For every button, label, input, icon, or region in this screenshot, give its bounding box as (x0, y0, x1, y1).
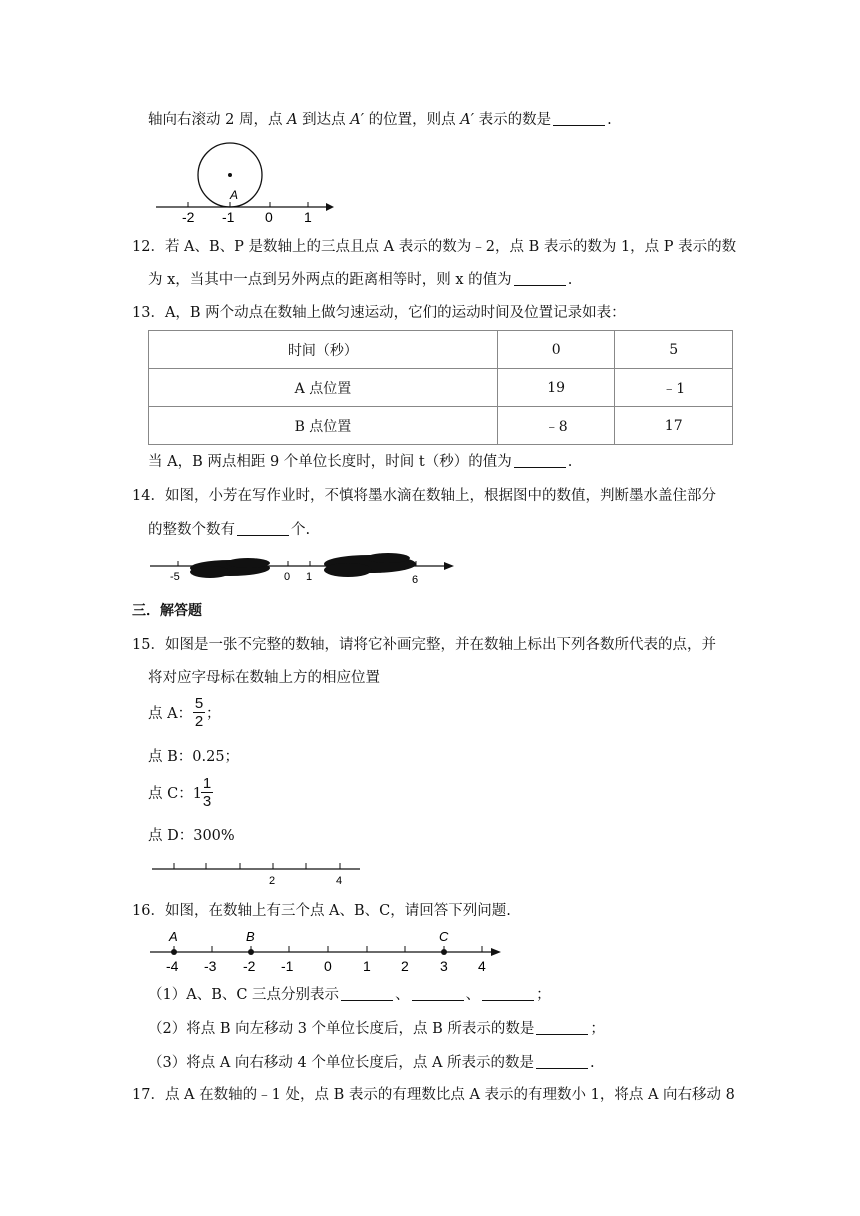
q16-sep: 、 (395, 987, 410, 1003)
point-a-dot (171, 949, 177, 955)
q15-line1: 15．如图是一张不完整的数轴，请将它补画完整，并在数轴上标出下列各数所代表的点，并 (132, 637, 716, 653)
fraction-numerator: 5 (194, 695, 204, 712)
table-cell: A 点位置 (149, 369, 498, 407)
circle-center-dot (228, 173, 232, 177)
fraction-numerator: 1 (202, 775, 212, 792)
q16-axis-arrow (491, 948, 501, 956)
q16-tick-label: 3 (440, 958, 448, 974)
q16-tick-label: 0 (324, 958, 332, 974)
q16-answer-blank-2[interactable] (536, 1020, 588, 1035)
q11-var-a: A (287, 112, 298, 128)
table-cell: ﹣8 (497, 407, 615, 445)
table-row (149, 331, 733, 369)
table-cell: 0 (497, 331, 615, 369)
q11-tick-label: 0 (265, 209, 273, 225)
q12-line1: 12．若 A、B、P 是数轴上的三点且点 A 表示的数为﹣2，点 B 表示的数为 1，点 P 表示的数 (132, 239, 737, 255)
q12-end: . (567, 272, 573, 288)
q15-pc-label: 点 C：1 (148, 786, 202, 802)
q13-table (148, 330, 733, 445)
q16-sub1 (148, 985, 551, 1005)
q14-end: 个. (291, 522, 311, 538)
q12-answer-blank[interactable] (514, 271, 566, 286)
q16-sub2 (148, 1019, 605, 1039)
q11-text-b: 到达点 (297, 112, 351, 128)
ink-blot-left (190, 566, 230, 578)
q11-var-a1-2: A′ (460, 112, 475, 128)
q16-s1-end: ； (536, 987, 551, 1003)
q11-end: . (607, 112, 612, 128)
q14-axis-arrow (444, 562, 454, 570)
q15-line2: 将对应字母标在数轴上方的相应位置 (148, 670, 380, 686)
q15-pa-label: 点 A： (148, 706, 193, 722)
q11-axis-arrow (326, 203, 334, 211)
q11-point-label: A (230, 188, 239, 202)
q11-answer-blank[interactable] (553, 111, 605, 126)
q17-line1: 17．点 A 在数轴的﹣1 处，点 B 表示的有理数比点 A 表示的有理数小 1，将点 A 向右移动 8 (132, 1087, 735, 1103)
ink-blot-right (324, 563, 372, 577)
q11-text-a: 轴向右滚动 2 周，点 (148, 112, 288, 128)
table-cell: 19 (497, 369, 615, 407)
q16-tick-label: 2 (401, 958, 409, 974)
q12-line2 (148, 270, 572, 290)
ink-blot-left (226, 558, 270, 568)
q11-figure (148, 142, 348, 225)
q16-figure (148, 926, 508, 976)
q16-s2-end: ； (590, 1021, 605, 1037)
ink-blot-right (366, 553, 410, 563)
q15-pa-end: ； (206, 706, 221, 722)
q13-end: . (567, 454, 573, 470)
q14-figure (148, 548, 468, 588)
q16-answer-blank-c[interactable] (482, 986, 534, 1001)
q16-s2-text: （2）将点 B 向左移动 3 个单位长度后，点 B 所表示的数是 (148, 1021, 535, 1037)
q11-tick-label: -1 (222, 209, 235, 225)
table-row (149, 369, 733, 407)
point-c-label: C (439, 929, 449, 944)
table-row (149, 407, 733, 445)
q15-point-c (148, 784, 202, 804)
q13-question (148, 452, 572, 472)
q14-text: 的整数个数有 (148, 522, 235, 538)
q16-s1-text: （1）A、B、C 三点分别表示 (148, 987, 340, 1003)
point-b-dot (248, 949, 254, 955)
q16-line1: 16．如图，在数轴上有三个点 A、B、C，请回答下列问题. (132, 903, 511, 919)
q16-tick-label: 4 (478, 958, 486, 974)
q15-point-a (148, 704, 192, 724)
q13-text: 当 A，B 两点相距 9 个单位长度时，时间 t（秒）的值为 (148, 454, 512, 470)
q16-sep: 、 (465, 987, 481, 1003)
q16-s3-text: （3）将点 A 向右移动 4 个单位长度后，点 A 所表示的数是 (148, 1055, 535, 1071)
q11-tick-label: 1 (304, 209, 312, 225)
q14-line1: 14．如图，小芳在写作业时，不慎将墨水滴在数轴上，根据图中的数值，判断墨水盖住部分 (132, 488, 716, 504)
q16-tick-label: -2 (243, 958, 256, 974)
q16-answer-blank-3[interactable] (536, 1054, 588, 1069)
q15-label: 4 (336, 875, 343, 887)
point-b-label: B (246, 929, 255, 944)
q14-line2 (148, 520, 310, 540)
fraction-denominator: 3 (202, 793, 212, 810)
q16-tick-label: -1 (281, 958, 294, 974)
q16-answer-blank-b[interactable] (412, 986, 464, 1001)
q14-label: 0 (284, 571, 291, 583)
q15-label: 2 (269, 875, 276, 887)
table-cell: B 点位置 (149, 407, 498, 445)
q11-text-d: 表示的数是 (474, 112, 552, 128)
q15-fraction-c (201, 775, 213, 810)
point-a-label: A (169, 929, 178, 944)
q11-text-c: 的位置，则点 (364, 112, 461, 128)
table-cell: 时间（秒） (149, 331, 498, 369)
q15-figure (148, 858, 368, 888)
q16-answer-blank-a[interactable] (341, 986, 393, 1001)
table-cell: 5 (615, 331, 733, 369)
q16-sub3 (148, 1053, 595, 1073)
q11-continuation (148, 110, 612, 130)
q16-tick-label: -3 (204, 958, 217, 974)
q11-tick-label: -2 (182, 209, 195, 225)
q14-label: -5 (170, 571, 180, 583)
q14-label: 1 (306, 571, 313, 583)
section-title: 三．解答题 (132, 603, 202, 619)
table-cell: ﹣1 (615, 369, 733, 407)
q16-tick-label: -4 (166, 958, 179, 974)
q16-s3-end: . (590, 1055, 595, 1071)
q12-text: 为 x，当其中一点到另外两点的距离相等时，则 x 的值为 (148, 272, 512, 288)
q11-var-a1: A′ (350, 112, 365, 128)
q13-intro: 13．A，B 两个动点在数轴上做匀速运动，它们的运动时间及位置记录如表： (132, 305, 626, 321)
q15-point-b: 点 B：0.25； (148, 749, 240, 765)
q13-answer-blank[interactable] (514, 453, 566, 468)
q15-fraction-a (193, 695, 205, 730)
table-cell: 17 (615, 407, 733, 445)
q14-label: 6 (412, 574, 419, 586)
fraction-denominator: 2 (194, 713, 204, 730)
point-c-dot (441, 949, 447, 955)
q15-point-d: 点 D：300% (148, 828, 235, 844)
q14-answer-blank[interactable] (237, 521, 289, 536)
q16-tick-label: 1 (363, 958, 371, 974)
